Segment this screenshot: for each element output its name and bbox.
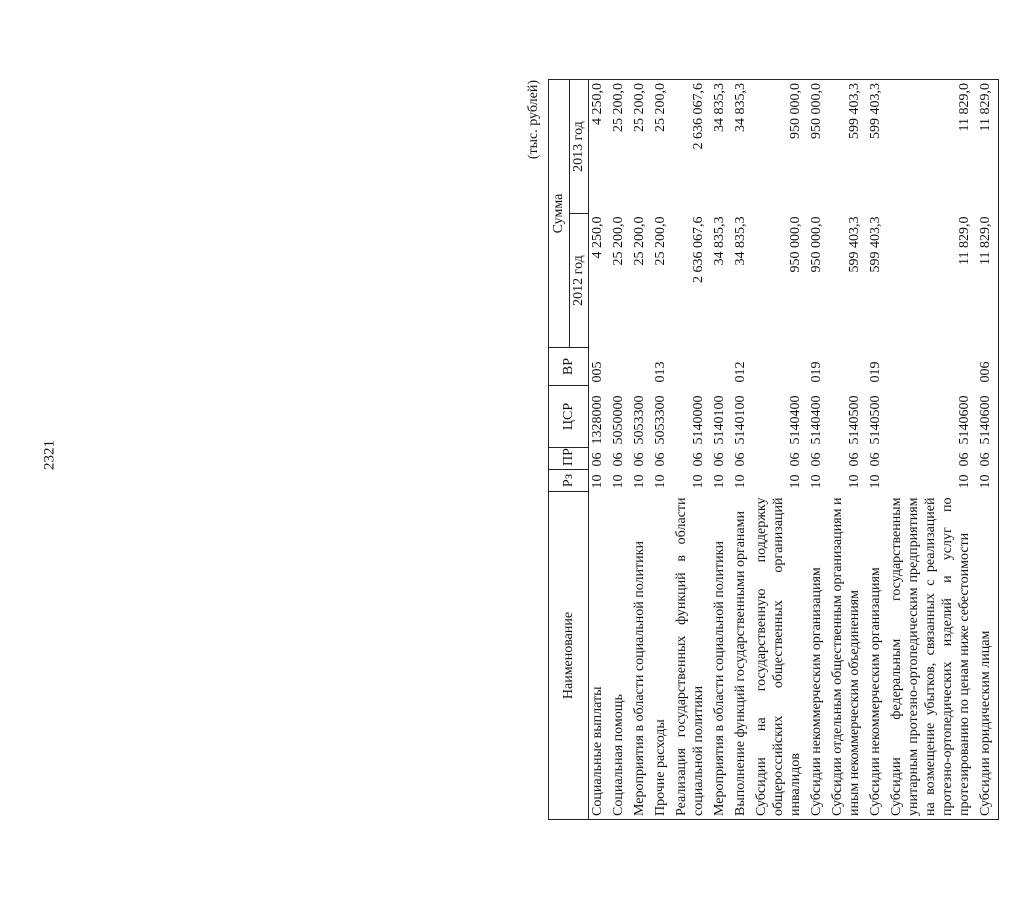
header-pr: ПР <box>549 448 589 470</box>
row-sum-2013: 11 829,0 <box>977 80 999 214</box>
row-sum-2013: 11 829,0 <box>888 80 977 214</box>
row-vr <box>631 348 652 386</box>
row-rz: 10 <box>809 474 824 489</box>
row-vr: 005 <box>590 361 605 383</box>
header-vr: ВР <box>549 348 589 386</box>
row-sum-2012: 11 829,0 <box>957 216 972 265</box>
row-sum-2013: 25 200,0 <box>610 80 631 214</box>
page-number: 2321 <box>41 440 58 470</box>
row-pr: 06 <box>809 452 824 467</box>
row-name: Социальные выплаты <box>589 492 611 820</box>
row-sum-2013: 950 000,0 <box>753 80 808 214</box>
table-row <box>829 80 867 820</box>
table-row <box>888 80 977 820</box>
row-rz: 10 <box>590 474 605 489</box>
row-name: Субсидии отдельным общественным организациям и иным некоммерческим объединениям <box>829 492 867 820</box>
table-row <box>808 80 829 820</box>
units-note: (тыс. рублей) <box>526 80 541 160</box>
row-name: Субсидии федеральным государственным унитарным протезно-ортопедическим предприятиям на возмещение убытков, связанных с реализацией протезно-ортопедических изделий и услуг по протезированию по ценам ниже себестоимости <box>888 492 977 820</box>
row-name: Социальная помощь <box>610 492 631 820</box>
row-rz: 10 <box>611 474 626 489</box>
row-csr: 5140400 <box>809 395 824 445</box>
row-sum-2013: 34 835,3 <box>711 80 732 214</box>
row-pr: 06 <box>868 452 883 467</box>
row-rz: 10 <box>653 474 668 489</box>
row-pr: 06 <box>788 452 803 467</box>
table-body <box>589 80 999 820</box>
row-csr: 5140500 <box>868 395 883 445</box>
row-vr <box>753 348 808 386</box>
row-name: Субсидии на государственную поддержку общероссийских общественных организаций инвалидов <box>753 492 808 820</box>
row-name: Прочие расходы <box>652 492 673 820</box>
row-sum-2013: 950 000,0 <box>808 80 829 214</box>
row-vr <box>711 348 732 386</box>
row-sum-2012: 2 636 067,6 <box>691 216 706 283</box>
row-vr <box>888 348 977 386</box>
row-sum-2013: 2 636 067,6 <box>673 80 711 214</box>
header-sum: Сумма <box>549 80 570 348</box>
row-csr: 5053300 <box>653 395 668 445</box>
row-sum-2012: 599 403,3 <box>847 216 862 273</box>
table-row <box>589 80 611 820</box>
row-pr: 06 <box>653 452 668 467</box>
row-rz: 10 <box>957 474 972 489</box>
row-vr: 012 <box>733 361 748 383</box>
table-row <box>977 80 999 820</box>
row-vr: 006 <box>977 348 999 386</box>
row-csr: 1328000 <box>590 395 605 445</box>
row-rz: 10 <box>712 474 727 489</box>
row-pr: 06 <box>847 452 862 467</box>
table-row <box>631 80 652 820</box>
table-row <box>652 80 673 820</box>
row-pr: 06 <box>957 452 972 467</box>
row-pr: 06 <box>712 452 727 467</box>
header-2013: 2013 год <box>570 80 589 214</box>
table-row <box>610 80 631 820</box>
row-sum-2013: 599 403,3 <box>867 80 888 214</box>
row-rz: 10 <box>733 474 748 489</box>
row-vr <box>673 348 711 386</box>
row-vr <box>610 348 631 386</box>
budget-table <box>548 79 999 820</box>
header-csr: ЦСР <box>549 386 589 448</box>
header-rz: Рз <box>549 470 589 492</box>
row-rz: 10 <box>788 474 803 489</box>
row-csr: 5140400 <box>788 395 803 445</box>
row-rz: 10 <box>977 470 999 492</box>
row-pr: 06 <box>611 452 626 467</box>
row-rz: 10 <box>847 474 862 489</box>
row-csr: 5053300 <box>632 395 647 445</box>
row-sum-2013: 25 200,0 <box>652 80 673 214</box>
row-sum-2012: 599 403,3 <box>868 216 883 273</box>
row-csr: 5140100 <box>712 395 727 445</box>
row-sum-2012: 11 829,0 <box>977 214 999 348</box>
row-sum-2012: 25 200,0 <box>653 216 668 266</box>
row-pr: 06 <box>733 452 748 467</box>
row-sum-2012: 950 000,0 <box>809 216 824 273</box>
header-2012: 2012 год <box>570 214 589 348</box>
row-csr: 5050000 <box>611 395 626 445</box>
table-header <box>549 80 589 820</box>
row-vr <box>829 348 867 386</box>
row-sum-2012: 34 835,3 <box>712 216 727 266</box>
row-name: Мероприятия в области социальной политики <box>631 492 652 820</box>
row-vr: 013 <box>653 361 668 383</box>
row-csr: 5140000 <box>691 395 706 445</box>
row-sum-2012: 34 835,3 <box>733 216 748 266</box>
table-row <box>753 80 808 820</box>
row-name: Выполнение функций государственными органами <box>732 492 753 820</box>
row-csr: 5140600 <box>957 395 972 445</box>
row-sum-2012: 950 000,0 <box>788 216 803 273</box>
table-row <box>711 80 732 820</box>
row-csr: 5140600 <box>977 386 999 448</box>
row-vr: 019 <box>868 361 883 383</box>
row-rz: 10 <box>632 474 647 489</box>
row-vr: 019 <box>809 361 824 383</box>
table-row <box>867 80 888 820</box>
rotated-table-container <box>526 80 1018 820</box>
row-sum-2013: 25 200,0 <box>631 80 652 214</box>
row-sum-2012: 25 200,0 <box>632 216 647 266</box>
row-csr: 5140500 <box>847 395 862 445</box>
row-sum-2012: 4 250,0 <box>590 216 605 259</box>
row-name: Реализация государственных функций в области социальной политики <box>673 492 711 820</box>
row-sum-2013: 599 403,3 <box>829 80 867 214</box>
row-pr: 06 <box>691 452 706 467</box>
row-rz: 10 <box>691 474 706 489</box>
row-pr: 06 <box>977 448 999 470</box>
row-pr: 06 <box>632 452 647 467</box>
row-pr: 06 <box>590 452 605 467</box>
table-row <box>673 80 711 820</box>
table-row <box>732 80 753 820</box>
row-name: Мероприятия в области социальной политики <box>711 492 732 820</box>
row-sum-2013: 4 250,0 <box>589 80 611 214</box>
row-name: Субсидии некоммерческим организациям <box>808 492 829 820</box>
row-sum-2012: 25 200,0 <box>611 216 626 266</box>
row-name: Субсидии некоммерческим организациям <box>867 492 888 820</box>
row-rz: 10 <box>868 474 883 489</box>
header-name: Наименование <box>549 492 589 820</box>
row-csr: 5140100 <box>733 395 748 445</box>
row-sum-2013: 34 835,3 <box>732 80 753 214</box>
row-name: Субсидии юридическим лицам <box>977 492 999 820</box>
